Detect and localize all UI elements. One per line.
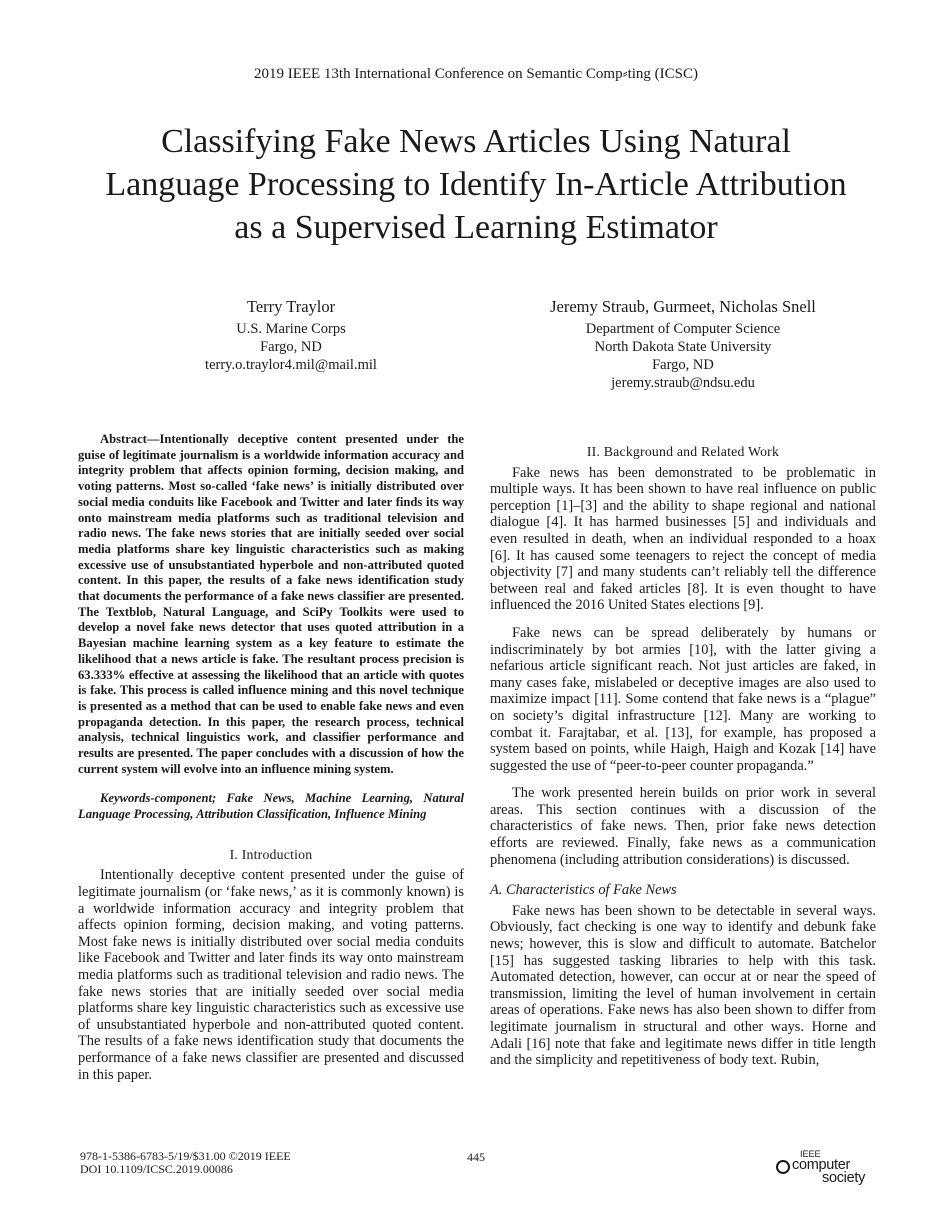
paragraph: Fake news has been demonstrated to be problematic in multiple ways. It has been shown to have real influence on public perception [1]–[3] and the ability to shape regional and national dialogue [4]. It has harmed businesses [5] and individuals and even resulted in death, when an individual responded to a hoax [6]. It has caused some teenagers to reject the concept of media objectivity [7] and many students can’t reliably tell the difference between real and faked articles [8]. It is even thought to have influenced the 2016 United States elections [9].	[490, 464, 876, 614]
abstract: Abstract—Intentionally deceptive content presented under the guise of legitimate journalism is a worldwide information accuracy and integrity problem that affects opinion forming, decision making, and voting patterns. Most so-called ‘fake news’ is initially distributed over social media conduits like Facebook and Twitter and later finds its way onto mainstream media platforms such as traditional television and radio news. The fake news stories that are initially seeded over social media platforms share key linguistic characteristics such as making excessive use of unsubstantiated hyperbole and non-attributed quoted content. In this paper, the results of a fake news identification study that documents the performance of a fake news classifier are presented. The Textblob, Natural Language, and SciPy Toolkits were used to develop a novel fake news detector that uses quoted attribution in a Bayesian machine learning system as a key feature to estimate the likelihood that a news article is fake. The resultant process precision is 63.333% effective at assessing the likelihood that an article with quotes is fake. This process is called influence mining and this novel technique is presented as a method that can be used to enable fake news and even propaganda detection. In this paper, the research process, technical analysis, technical linguistics work, and classifier performance and results are presented. The paper concludes with a discussion of how the current system will evolve into an influence mining system.	[78, 432, 464, 776]
logo-computer-text: computer	[792, 1157, 851, 1173]
author-name: Terry Traylor	[246, 297, 336, 316]
paragraph: Intentionally deceptive content presented under the guise of legitimate journalism (or ‘fake news,’ as it is commonly known) is a worldwide information accuracy and integrity problem that affects opinion forming, decision making, and voting patterns. Most fake news is initially distributed over social media conduits like Facebook and Twitter and later finds its way onto mainstream media platforms such as traditional television and radio news. The fake news stories that are initially seeded over social media platforms share key linguistic characteristics such as excessive use of unsubstantiated hyperbole and non-attributed quoted content. The results of a fake news identification study that documents the performance of a fake news classifier are presented and discussed in this paper.	[78, 867, 464, 1083]
logo-society-text: society	[822, 1170, 866, 1186]
footer-doi: DOI 10.1109/ICSC.2019.00086	[80, 1162, 233, 1176]
ieee-computer-society-logo	[776, 1149, 876, 1189]
paper-title: Classifying Fake News Articles Using Natural Language Processing to Identify In-Article Attribution as a Supervised Learning Estimator	[105, 123, 847, 246]
footer-copyright	[80, 1150, 291, 1176]
author-block-2	[518, 298, 848, 392]
section-heading-background: II. Background and Related Work	[586, 444, 780, 459]
author-location: Fargo, ND	[260, 339, 322, 355]
author-affiliation: North Dakota State University	[594, 339, 772, 355]
author-affiliation: U.S. Marine Corps	[236, 321, 346, 337]
author-block-1	[166, 298, 416, 374]
author-department: Department of Computer Science	[585, 321, 781, 337]
right-column	[490, 428, 876, 1069]
logo-ieee-text: IEEE	[800, 1149, 821, 1159]
author-name: Jeremy Straub, Gurmeet, Nicholas Snell	[550, 297, 816, 316]
conference-header: 2019 IEEE 13th International Conference on Semantic Comp⸗ting (ICSC)	[253, 66, 699, 82]
left-column	[78, 432, 464, 1083]
paragraph: Fake news can be spread deliberately by humans or indiscriminately by bot armies [10], with the latter giving a nefarious article significant reach. Not just articles are faked, in many cases fake, mislabeled or deceptive images are also used to maximize impact [11]. Some contend that fake news is a “plague” on society’s digital infrastructure [12]. Many are working to combat it. Farajtabar, et al. [13], for example, has proposed a system based on points, while Haigh, Haigh and Kozak [14] have suggested the use of “peer-to-peer counter propaganda.”	[490, 624, 876, 774]
author-email: jeremy.straub@ndsu.edu	[611, 375, 755, 391]
author-location: Fargo, ND	[652, 357, 714, 373]
keywords: Keywords-component; Fake News, Machine Learning, Natural Language Processing, Attribution Classification, Influence Mining	[78, 791, 464, 822]
author-email: terry.o.traylor4.mil@mail.mil	[205, 357, 377, 373]
subsection-heading: A. Characteristics of Fake News	[490, 882, 677, 899]
logo-circle-icon	[776, 1160, 790, 1174]
paragraph: The work presented herein builds on prior work in several areas. This section continues with a discussion of the characteristics of fake news. Then, prior fake news detection efforts are reviewed. Finally, fake news as a communication phenomena (including attribution considerations) is discussed.	[490, 785, 876, 868]
page-number: 445	[467, 1150, 485, 1164]
footer-isbn: 978-1-5386-6783-5/19/$31.00 ©2019 IEEE	[80, 1149, 291, 1163]
paragraph: Fake news has been shown to be detectable in several ways. Obviously, fact checking is one way to identify and debunk fake news; however, this is slow and difficult to automate. Batchelor [15] has suggested tasking libraries to help with this task. Automated detection, however, can occur at or near the speed of transmission, limiting the level of human involvement in certain areas of operations. Fake news has also been shown to differ from legitimate journalism in structural and other ways. Horne and Adali [16] note that fake and legitimate news differ in title length and the simplicity and repetitiveness of body text. Rubin,	[490, 902, 876, 1069]
section-heading-introduction: I. Introduction	[229, 846, 313, 862]
